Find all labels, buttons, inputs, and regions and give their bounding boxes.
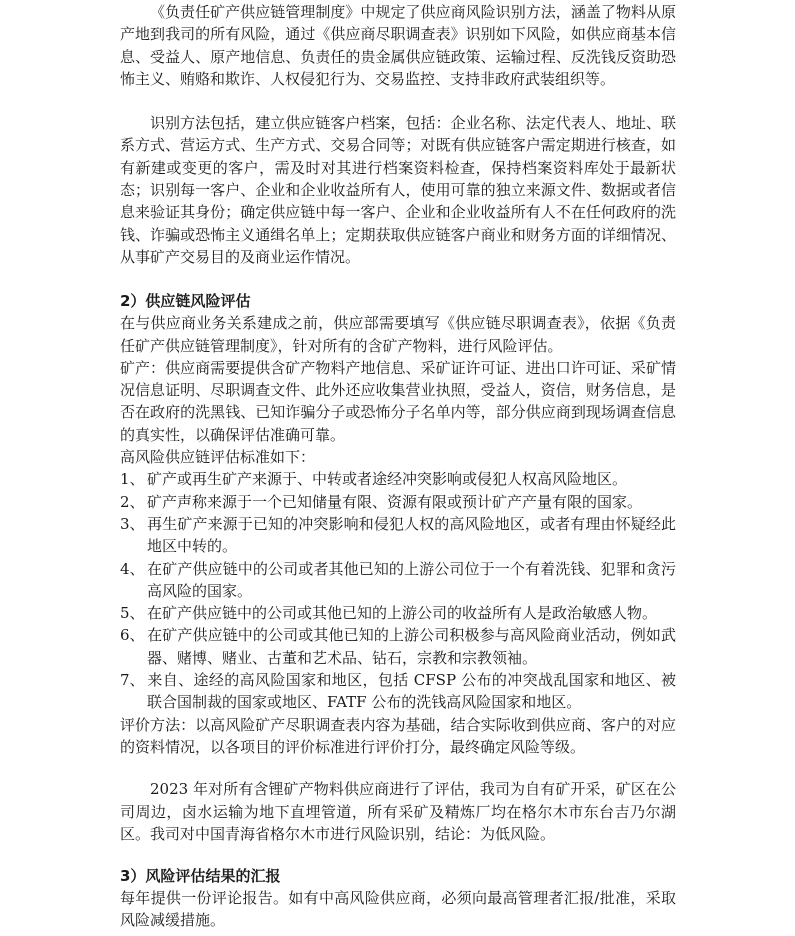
paragraph-evaluation-method: 评价方法：以高风险矿产尽职调查表内容为基础，结合实际收到供应商、客户的对应的资料情况，以各项目的评价标准进行评价打分，最终确定风险等级。 — [120, 715, 676, 756]
list-item-number: 3、 — [120, 514, 145, 533]
criteria-list — [120, 468, 676, 713]
list-item-text: 再生矿产来源于已知的冲突影响和侵犯人权的高风险地区，或者有理由怀疑经此地区中转的。 — [147, 514, 676, 556]
list-item-text: 在矿产供应链中的公司或者其他已知的上游公司位于一个有着洗钱、犯罪和贪污高风险的国家。 — [147, 559, 676, 600]
paragraph-assessment-intro: 在与供应商业务关系建成之前，供应部需要填写《供应链尽职调查表》，依据《负责任矿产供应链管理制度》，针对所有的含矿产物料，进行风险评估。 — [120, 314, 676, 355]
list-item — [120, 669, 676, 714]
list-item-text: 矿产声称来源于一个已知储量有限、资源有限或预计矿产产量有限的国家。 — [147, 492, 643, 511]
list-item-text: 在矿产供应链中的公司或其他已知的上游公司积极参与高风险商业活动，例如武器、赌博、赌业、古董和艺术品、钻石，宗教和宗教领袖。 — [147, 626, 676, 667]
paragraph-identification-steps: 识别方法包括，建立供应链客户档案，包括：企业名称、法定代表人、地址、联系方式、营运方式、生产方式、交易合同等；对既有供应链客户需定期进行核查，如有新建或变更的客户，需及时对其进行档案资料检查，保持档案资料库处于最新状态；识别每一客户、企业和企业收益所有人，使用可靠的独立来源文件、数据或者信息来验证其身份；确定供应链中每一客户、企业和企业收益所有人不在任何政府的洗钱、诈骗或恐怖主义通缉名单上；定期获取供应链客户商业和财务方面的详细情况、从事矿产交易目的及商业运作情况。 — [120, 114, 676, 266]
paragraph-reporting: 每年提供一份评论报告。如有中高风险供应商，必须向最高管理者汇报/批准，采取风险减缓措施。 — [120, 889, 676, 930]
section-heading-risk-assessment: 2）供应链风险评估 — [120, 292, 251, 311]
list-item-number: 2、 — [120, 492, 145, 511]
list-item-number: 1、 — [120, 470, 145, 489]
document-page — [120, 0, 676, 932]
list-item — [120, 468, 676, 490]
list-item — [120, 491, 676, 513]
paragraph-2023-assessment: 2023 年对所有含锂矿产物料供应商进行了评估，我司为自有矿开采，矿区在公司周边，卤水运输为地下直埋管道，所有采矿及精炼厂均在格尔木市东台吉乃尔湖区。我司对中国青海省格尔木市进行风险识别，结论：为低风险。 — [120, 780, 676, 843]
paragraph-risk-identification-method: 《负责任矿产供应链管理制度》中规定了供应商风险识别方法，涵盖了物料从原产地到我司的所有风险，通过《供应商尽职调查表》识别如下风险，如供应商基本信息、受益人、原产地信息、负责任的贵金属供应链政策、运输过程、反洗钱反资助恐怖主义、贿赂和欺诈、人权侵犯行为、交易监控、支持非政府武装组织等。 — [120, 3, 676, 88]
list-item-number: 5、 — [120, 604, 145, 623]
list-item — [120, 558, 676, 603]
paragraph-criteria-intro: 高风险供应链评估标准如下： — [120, 448, 316, 467]
list-item-number: 4、 — [120, 559, 145, 578]
list-item-number: 7、 — [120, 671, 145, 690]
list-item — [120, 513, 676, 558]
list-item-text: 来自、途经的高风险国家和地区，包括 CFSP 公布的冲突战乱国家和地区、被联合国制裁的国家或地区、FATF 公布的洗钱高风险国家和地区。 — [147, 671, 676, 712]
list-item-number: 6、 — [120, 626, 145, 645]
paragraph-minerals-requirements: 矿产：供应商需要提供含矿产物料产地信息、采矿证许可证、进出口许可证、采矿情况信息证明、尽职调查文件、此外还应收集营业执照，受益人，资信，财务信息，是否在政府的洗黑钱、已知诈骗分子或恐怖分子名单内等，部分供应商到现场调查信息的真实性，以确保评估准确可靠。 — [120, 358, 676, 444]
list-item-text: 矿产或再生矿产来源于、中转或者途经冲突影响或侵犯人权高风险地区。 — [147, 470, 628, 489]
list-item — [120, 602, 676, 624]
list-item — [120, 624, 676, 669]
section-heading-reporting: 3）风险评估结果的汇报 — [120, 867, 281, 886]
list-item-text: 在矿产供应链中的公司或其他已知的上游公司的收益所有人是政治敏感人物。 — [147, 604, 658, 623]
